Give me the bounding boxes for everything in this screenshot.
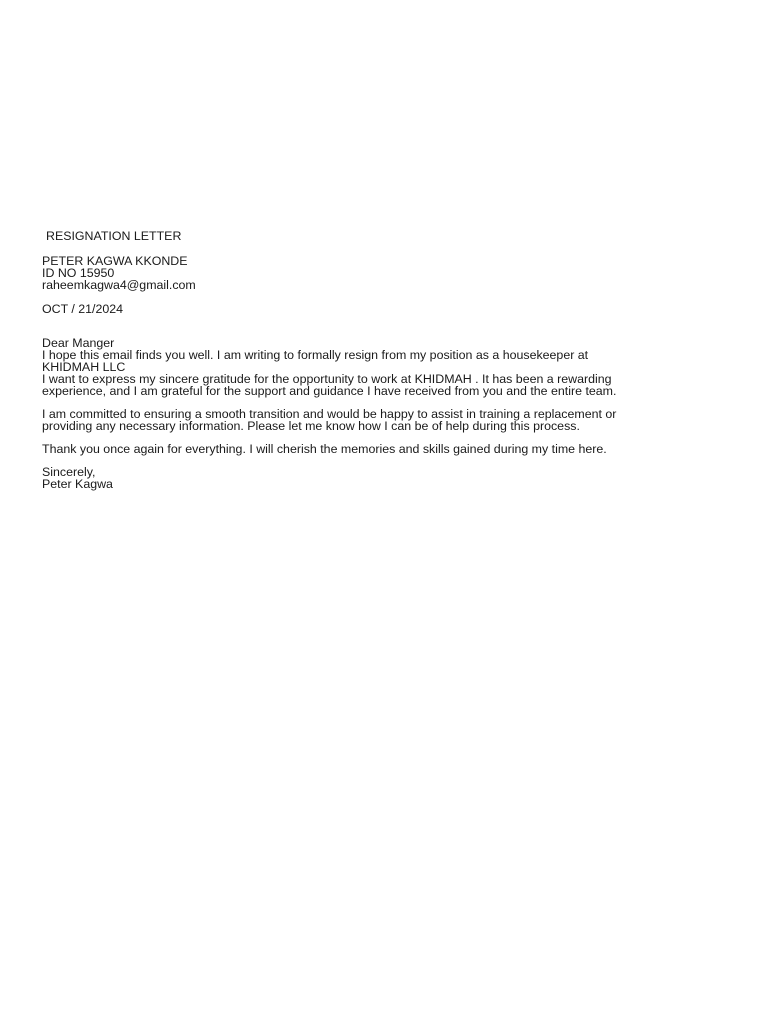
resignation-letter xyxy=(42,229,732,490)
letter-body xyxy=(42,337,732,455)
letter-closing xyxy=(42,466,732,490)
body-paragraph-2 xyxy=(42,408,732,432)
letter-date-block xyxy=(42,303,732,315)
letter-date: OCT / 21/2024 xyxy=(42,302,124,316)
paragraph-1-line-3: I want to express my sincere gratitude for the opportunity to work at KHIDMAH . It has been a rewarding xyxy=(42,372,612,386)
paragraph-1-line-1: I hope this email finds you well. I am writing to formally resign from my position as a housekeeper at xyxy=(42,348,589,362)
body-paragraph-1 xyxy=(42,349,732,397)
letter-title: RESIGNATION LETTER xyxy=(46,229,182,243)
paragraph-3-line-1: Thank you once again for everything. I will cherish the memories and skills gained during my time here. xyxy=(42,442,607,456)
sender-id: ID NO 15950 xyxy=(42,266,115,280)
sender-email: raheemkagwa4@gmail.com xyxy=(42,278,196,292)
paragraph-2-line-2: providing any necessary information. Please let me know how I can be of help during this process. xyxy=(42,419,580,433)
paragraph-2-line-1: I am committed to ensuring a smooth transition and would be happy to assist in training a replacement or xyxy=(42,407,617,421)
body-paragraph-3 xyxy=(42,443,732,455)
paragraph-1-line-4: experience, and I am grateful for the support and guidance I have received from you and the entire team. xyxy=(42,384,617,398)
salutation: Dear Manger xyxy=(42,336,115,350)
sender-details xyxy=(42,255,732,291)
closing: Sincerely, xyxy=(42,465,96,479)
paragraph-1-line-2: KHIDMAH LLC xyxy=(42,360,126,374)
signature-name: Peter Kagwa xyxy=(42,477,113,491)
sender-name: PETER KAGWA KKONDE xyxy=(42,254,188,268)
